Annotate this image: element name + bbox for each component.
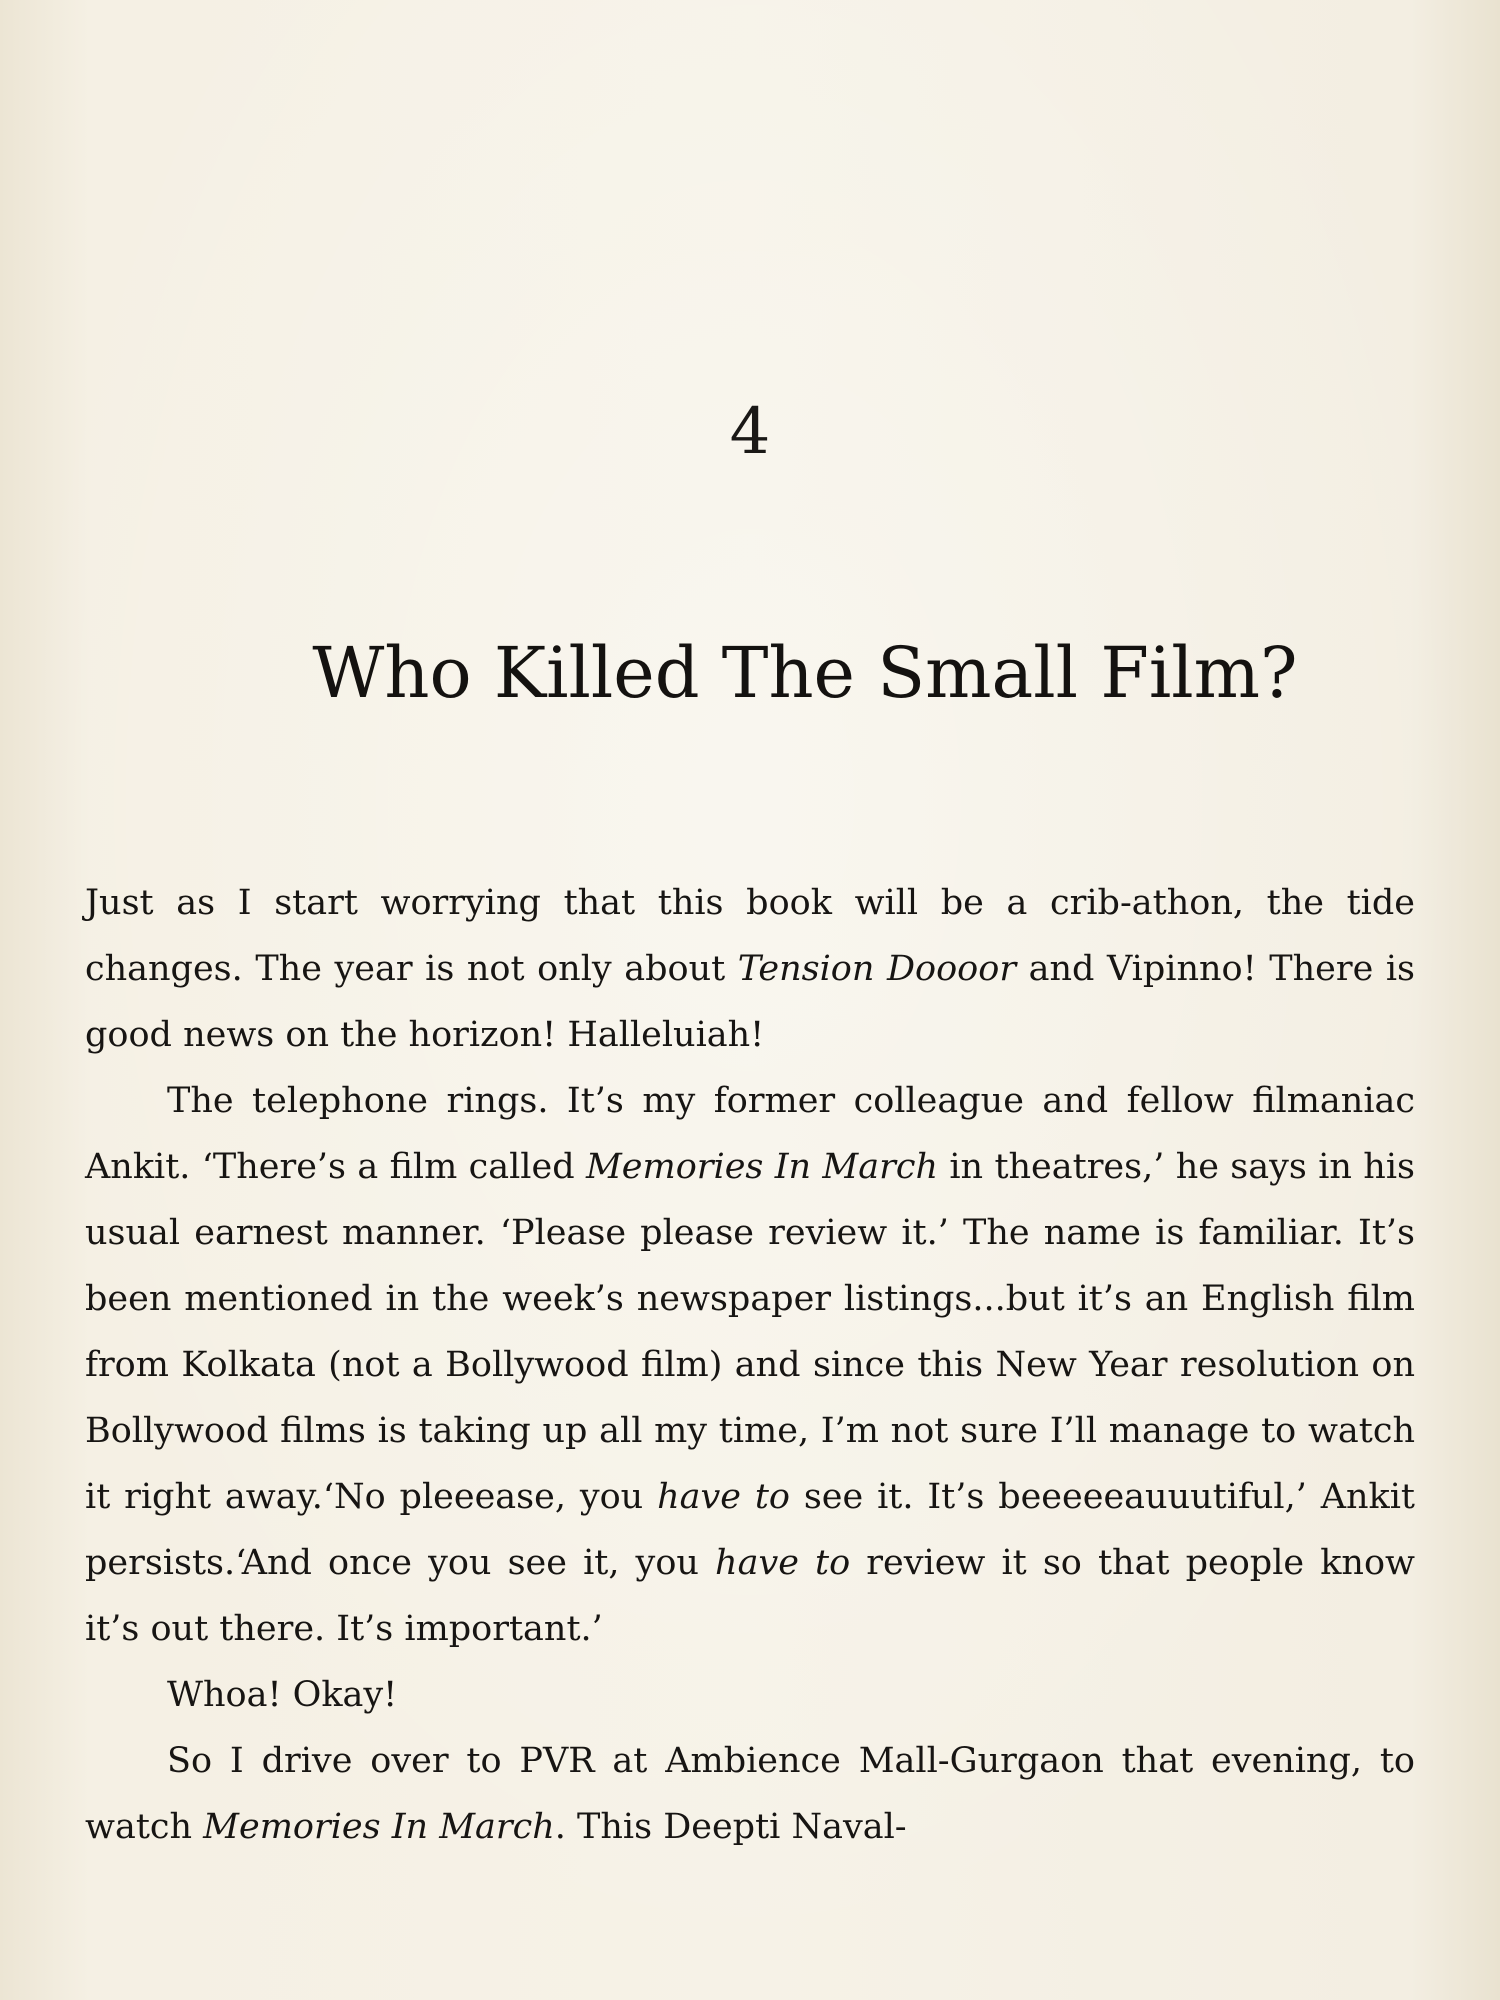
chapter-number: 4 (729, 395, 771, 469)
italic-title: Tension Doooor (737, 949, 1017, 989)
text-segment: . This Deepti Naval- (554, 1807, 907, 1847)
text-segment: and Vipinno! There is good news on the horizon! Halleluiah! (85, 949, 1416, 1055)
chapter-body (85, 870, 1415, 1860)
chapter-title: Who Killed The Small Film? (312, 632, 1298, 714)
italic-emphasis: have to (657, 1477, 790, 1517)
text-segment: Whoa! Okay! (167, 1675, 398, 1715)
paragraph (85, 1728, 1415, 1860)
italic-emphasis: have to (715, 1543, 851, 1583)
text-segment: see it. It’s beeeeeauuutiful,’ Ankit persists.‘And once you see it, you (85, 1477, 1415, 1583)
text-segment: So I drive over to PVR at Ambience Mall-Gurgaon that evening, to watch (85, 1741, 1415, 1847)
paragraph (85, 1068, 1415, 1662)
paragraph (85, 1662, 1415, 1728)
text-segment: The telephone rings. It’s my former colleague and fellow filmaniac Ankit. ‘There’s a film called (85, 1081, 1415, 1187)
italic-title: Memories In March (203, 1807, 555, 1847)
text-segment: in theatres,’ he says in his usual earnest manner. ‘Please please review it.’ The name is familiar. It’s been mentioned in the week’s newspaper listings...but it’s an English film from Kolkata (not a Bollywood film) and since this New Year resolution on Bollywood films is taking up all my time, I’m not sure I’ll manage to watch it right away.‘No pleeease, you (85, 1147, 1415, 1517)
italic-title: Memories In March (585, 1147, 939, 1187)
text-segment: Just as I start worrying that this book will be a crib-athon, the tide changes. The year is not only about (85, 883, 1415, 989)
paragraph (85, 870, 1415, 1068)
text-segment: review it so that people know it’s out there. It’s important.’ (85, 1543, 1415, 1649)
